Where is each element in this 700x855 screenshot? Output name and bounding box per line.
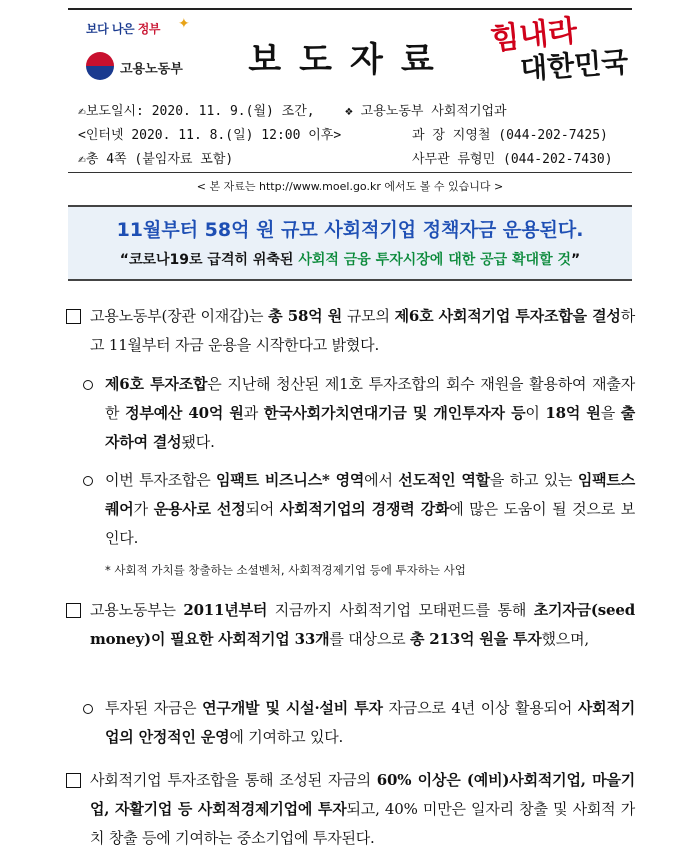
star-icon: ✦ — [178, 16, 190, 32]
checkbox-bullet-icon — [66, 309, 81, 324]
sub-paragraph-1: 제6호 투자조합은 지난해 청산된 제1호 투자조합의 회수 재원을 활용하여 재출자한 정부예산 40억 원과 한국사회가치연대기금 및 개인투자자 등이 18억 원을 출자하여 결성됐다. — [105, 370, 635, 457]
officer-contact: 사무관 류형민 (044-202-7430) — [412, 152, 613, 167]
checkbox-bullet-icon — [66, 773, 81, 788]
headline-sub: “코로나19로 급격히 위축된 사회적 금융 투자시장에 대한 공급 확대할 것” — [119, 252, 581, 268]
internet-release: <인터넷 2020. 11. 8.(일) 12:00 이후> — [78, 128, 342, 143]
paragraph-1: 고용노동부(장관 이재갑)는 총 58억 원 규모의 제6호 사회적기업 투자조합을 결성하고 11월부터 자금 운용을 시작한다고 밝혔다. — [90, 302, 635, 360]
director-contact: 과 장 지영철 (044-202-7425) — [412, 128, 608, 143]
info-divider — [68, 172, 632, 173]
checkbox-bullet-icon — [66, 603, 81, 618]
release-date: ✍보도일시: 2020. 11. 9.(월) 조간, — [78, 104, 315, 119]
paragraph-2: 고용노동부는 2011년부터 지금까지 사회적기업 모태펀드를 통해 초기자금(seed money)이 필요한 사회적기업 33개를 대상으로 총 213억 원을 투자했으며, — [90, 596, 635, 654]
cheer-slogan-line1: 힘내라 — [488, 13, 579, 58]
circle-bullet-icon — [83, 704, 93, 714]
ministry-name: 고용노동부 — [120, 62, 183, 77]
page-title: 보도자료 — [248, 40, 452, 80]
circle-bullet-icon — [83, 380, 93, 390]
page-count: ✍총 4쪽 (붙임자료 포함) — [78, 152, 234, 167]
circle-bullet-icon — [83, 476, 93, 486]
department: ❖ 고용노동부 사회적기업과 — [345, 104, 507, 119]
website-notice: < 본 자료는 http://www.moel.go.kr 에서도 볼 수 있습니다 > — [196, 180, 504, 193]
footnote: * 사회적 가치를 창출하는 소셜벤처, 사회적경제기업 등에 투자하는 사업 — [105, 563, 466, 577]
paragraph-3: 사회적기업 투자조합을 통해 조성된 자금의 60% 이상은 (예비)사회적기업, 마을기업, 자활기업 등 사회적경제기업에 투자되고, 40% 미만은 일자리 창출 및 사회적 가치 창출 등에 기여하는 중소기업에 투자된다. — [90, 766, 635, 853]
headline-box — [68, 205, 632, 281]
cheer-slogan-line2: 대한민국 — [519, 45, 630, 86]
slogan-text: 보다 나은 정부 ✦ — [86, 16, 190, 36]
sub-paragraph-2: 이번 투자조합은 임팩트 비즈니스* 영역에서 선도적인 역할을 하고 있는 임팩트스퀘어가 운용사로 선정되어 사회적기업의 경쟁력 강화에 많은 도움이 될 것으로 보인다. — [105, 466, 635, 553]
headline-main: 11월부터 58억 원 규모 사회적기업 정책자금 운용된다. — [116, 219, 584, 241]
sub-paragraph-3: 투자된 자금은 연구개발 및 시설·설비 투자 자금으로 4년 이상 활용되어 사회적기업의 안정적인 운영에 기여하고 있다. — [105, 694, 635, 752]
